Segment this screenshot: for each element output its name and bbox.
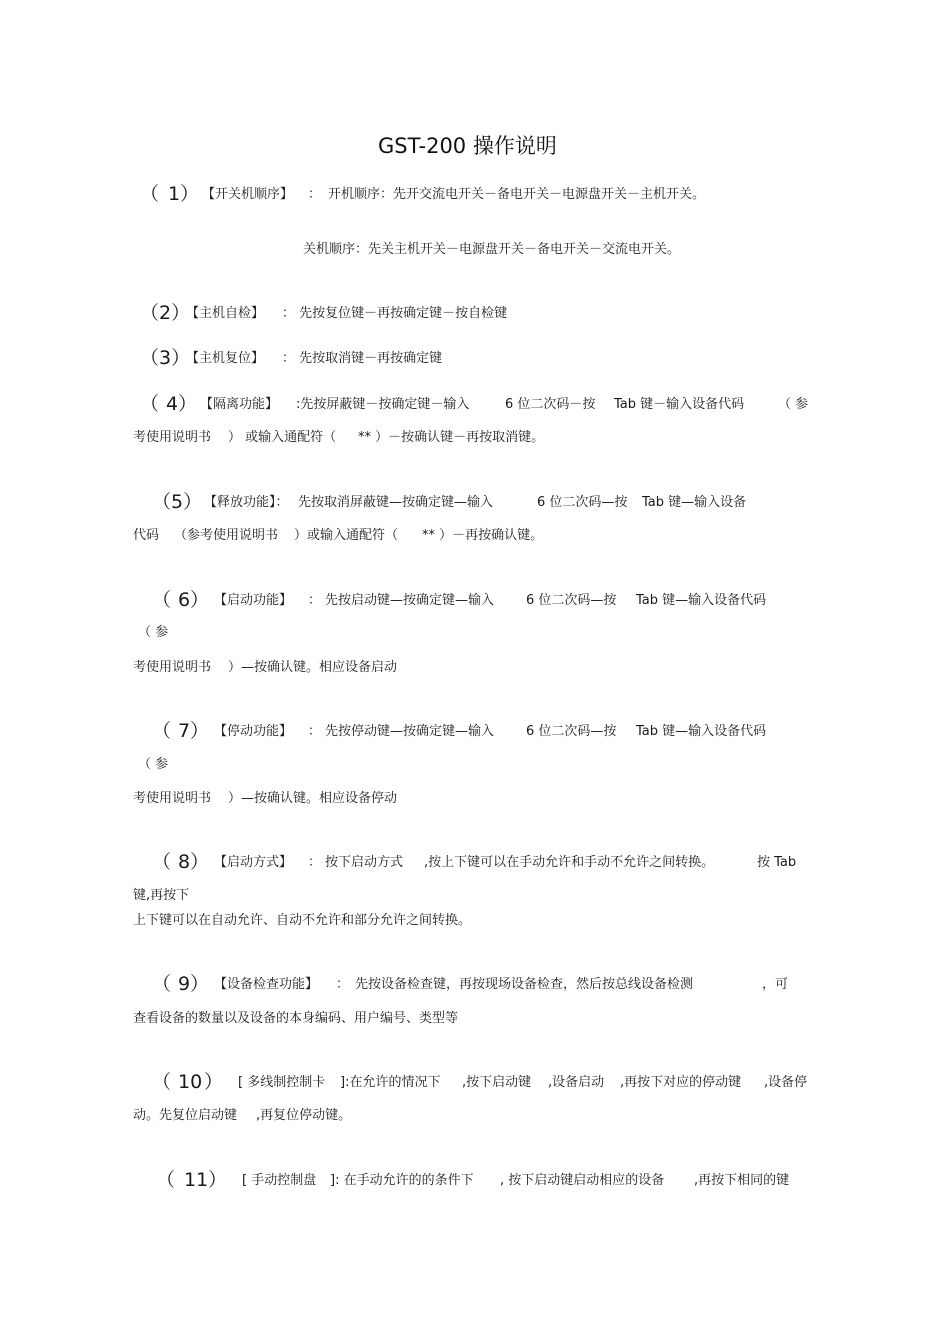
item-9-open-paren: （ <box>152 973 172 995</box>
item-7-text-c: Tab 键—输入设备代码 <box>636 724 767 739</box>
item-7-text-a: 先按停动键—按确定键—输入 <box>325 724 495 739</box>
item-6-colon: ： <box>308 593 322 608</box>
item-4-line-2a: 考使用说明书 <box>133 430 212 445</box>
item-10-text-e: ,设备停 <box>764 1075 808 1090</box>
item-4-text-b: 6 位二次码－按 <box>505 397 596 412</box>
item-7-number: 7 <box>178 720 191 742</box>
item-8-text-b: ,按上下键可以在手动允许和手动不允许之间转换。 <box>424 855 715 870</box>
item-4-text-c: Tab 键－输入设备代码 <box>614 397 745 412</box>
item-9-label: 【设备检查功能】 <box>214 977 319 992</box>
item-10-number: 10 <box>178 1071 203 1093</box>
item-1-line-2: 关机顺序：先关主机开关－电源盘开关－备电开关－交流电开关。 <box>303 242 681 257</box>
item-10-text-d: ,再按下对应的停动键 <box>620 1075 742 1090</box>
item-11-text-b: , 按下启动键启动相应的设备 <box>500 1173 665 1188</box>
item-4-line-2b: ） 或输入通配符（ <box>228 430 337 445</box>
item-2-label: 【主机自检】 <box>186 306 265 321</box>
item-1-colon: ： <box>308 187 322 202</box>
item-9-close-paren: ） <box>190 973 210 995</box>
item-2-number: （2） <box>140 302 191 324</box>
item-8-line-2: 键,再按下 <box>133 888 190 903</box>
item-6-text-c: Tab 键—输入设备代码 <box>636 593 767 608</box>
item-9-text-b: ，可 <box>762 977 789 992</box>
item-5-line-2b: （参考使用说明书 <box>174 528 279 543</box>
item-8-text-a: 按下启动方式 <box>325 855 404 870</box>
item-8-line-3: 上下键可以在自动允许、自动不允许和部分允许之间转换。 <box>133 913 472 928</box>
item-8-open-paren: （ <box>152 851 172 873</box>
item-5-line-2d: ** ）－再按确认键。 <box>422 528 544 543</box>
item-8-colon: ： <box>308 855 322 870</box>
item-6-line-2: （ 参 <box>138 625 169 640</box>
item-1-open-paren: （ <box>140 183 160 205</box>
item-7-open-paren: （ <box>152 720 172 742</box>
item-6-number: 6 <box>178 589 191 611</box>
item-3-number: （3） <box>140 347 191 369</box>
item-5-line-2c: ）或输入通配符（ <box>294 528 399 543</box>
item-3-label: 【主机复位】 <box>186 351 265 366</box>
item-5-text-a: 先按取消屏蔽键—按确定键—输入 <box>298 495 494 510</box>
item-8-number: 8 <box>178 851 191 873</box>
item-7-line-3b: ）—按确认键。相应设备停动 <box>228 791 398 806</box>
item-7-line-2: （ 参 <box>138 757 169 772</box>
item-11-close-paren: ） <box>208 1169 228 1191</box>
item-10-close-paren: ） <box>204 1071 224 1093</box>
item-8-text-c: 按 Tab <box>757 855 797 870</box>
item-6-line-3a: 考使用说明书 <box>133 660 212 675</box>
item-1-close-paren: ） <box>180 183 200 205</box>
item-11-number: 11 <box>184 1169 209 1191</box>
item-4-close-paren: ） <box>178 393 198 415</box>
item-1-number: 1 <box>168 183 181 205</box>
item-5-text-c: Tab 键—输入设备 <box>642 495 747 510</box>
item-8-close-paren: ） <box>190 851 210 873</box>
item-5-line-2a: 代码 <box>133 528 160 543</box>
item-5-text-b: 6 位二次码—按 <box>537 495 628 510</box>
item-7-line-3a: 考使用说明书 <box>133 791 212 806</box>
item-11-open-paren: （ <box>156 1169 176 1191</box>
item-6-line-3b: ）—按确认键。相应设备启动 <box>228 660 398 675</box>
item-6-label: 【启动功能】 <box>214 593 293 608</box>
item-10-text-c: ,设备启动 <box>548 1075 605 1090</box>
item-3-text: ： 先按取消键－再按确定键 <box>282 351 443 366</box>
item-6-text-b: 6 位二次码—按 <box>526 593 617 608</box>
item-8-label: 【启动方式】 <box>214 855 293 870</box>
item-4-number: 4 <box>166 393 179 415</box>
item-6-close-paren: ） <box>190 589 210 611</box>
item-11-text-c: ,再按下相同的键 <box>694 1173 790 1188</box>
item-5-label: 【释放功能】： <box>204 495 289 510</box>
item-4-text-a: :先按屏蔽键－按确定键－输入 <box>296 397 470 412</box>
item-2-text: ： 先按复位键－再按确定键－按自检键 <box>282 306 508 321</box>
item-5-number: （5） <box>152 491 203 513</box>
item-9-number: 9 <box>178 973 191 995</box>
item-10-text-b: ,按下启动键 <box>462 1075 532 1090</box>
item-7-text-b: 6 位二次码—按 <box>526 724 617 739</box>
item-10-text-a: ]:在允许的情况下 <box>340 1075 441 1090</box>
item-7-colon: ： <box>308 724 322 739</box>
item-4-line-2c: ** ）－按确认键－再按取消键。 <box>358 430 545 445</box>
item-10-line-2a: 动。先复位启动键 <box>133 1108 238 1123</box>
item-10-open-paren: （ <box>152 1071 172 1093</box>
item-7-close-paren: ） <box>190 720 210 742</box>
item-4-text-d: （ 参 <box>778 397 809 412</box>
item-4-open-paren: （ <box>140 393 160 415</box>
item-9-text-a: 先按设备检查键，再按现场设备检查，然后按总线设备检测 <box>355 977 694 992</box>
page-title: GST-200 操作说明 <box>378 134 557 158</box>
item-10-line-2b: ,再复位停动键。 <box>256 1108 352 1123</box>
item-11-text-a: ]: 在手动允许的的条件下 <box>330 1173 474 1188</box>
item-4-label: 【隔离功能】 <box>200 397 279 412</box>
item-9-colon: ： <box>336 977 350 992</box>
item-9-line-2: 查看设备的数量以及设备的本身编码、用户编号、类型等 <box>133 1011 459 1026</box>
item-10-label: [ 多线制控制卡 <box>238 1075 326 1090</box>
item-6-text-a: 先按启动键—按确定键—输入 <box>325 593 495 608</box>
item-1-label: 【开关机顺序】 <box>202 187 294 202</box>
item-6-open-paren: （ <box>152 589 172 611</box>
item-11-label: [ 手动控制盘 <box>242 1173 317 1188</box>
item-1-line-1: 开机顺序：先开交流电开关－备电开关－电源盘开关－主机开关。 <box>328 187 706 202</box>
item-7-label: 【停动功能】 <box>214 724 293 739</box>
